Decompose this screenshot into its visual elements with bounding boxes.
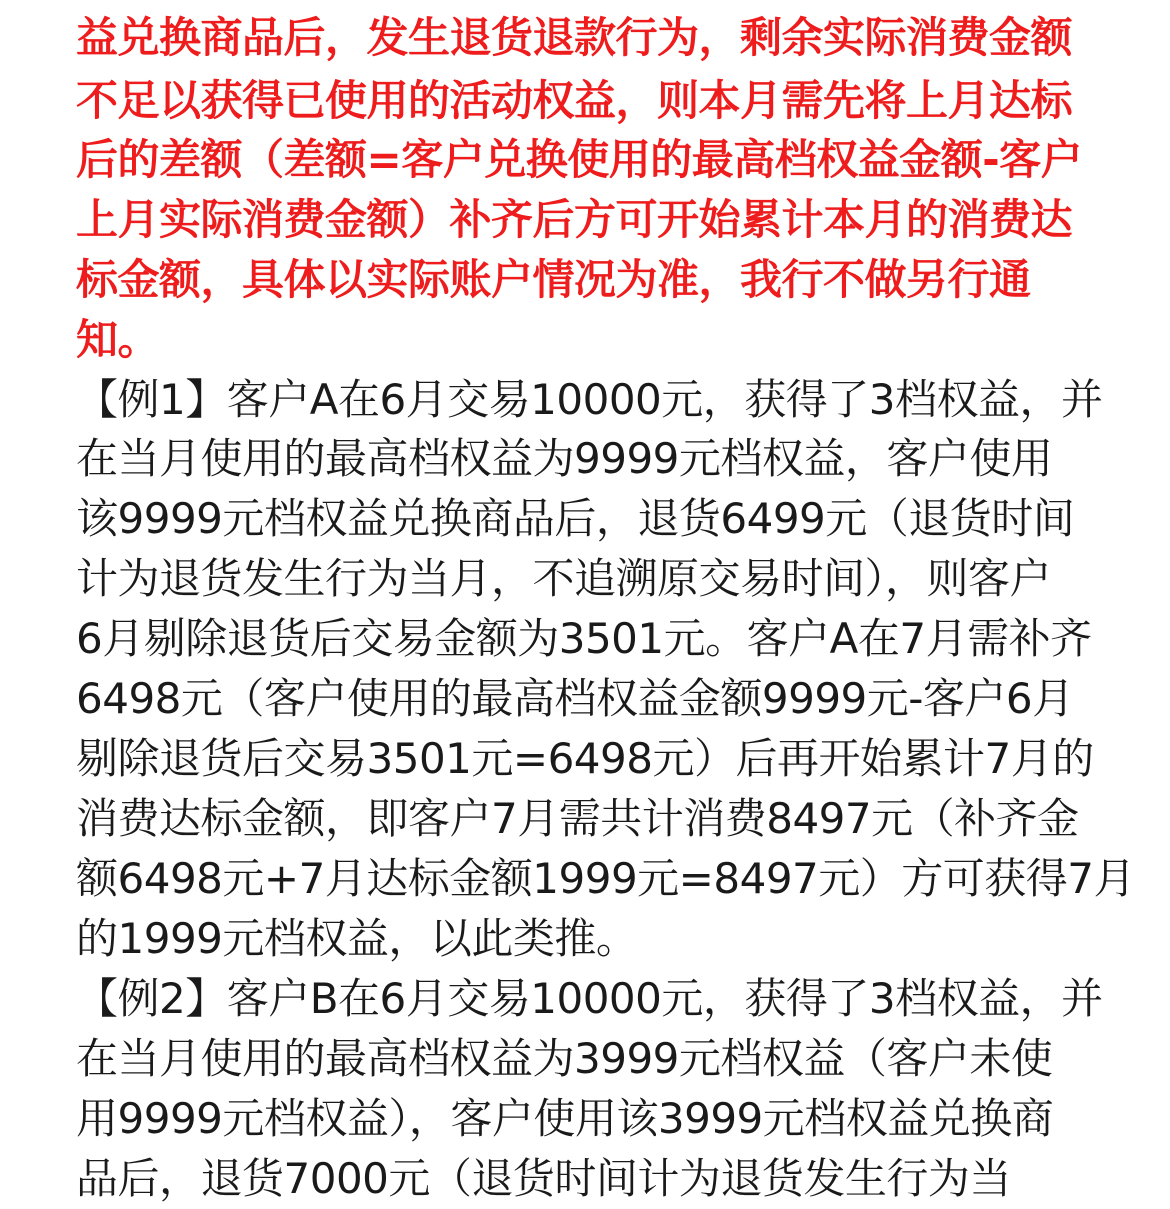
notice-line: 益兑换商品后，发生退货退款行为，剩余实际消费金额 (76, 13, 1073, 62)
notice-line: 标金额，具体以实际账户情况为准，我行不做另行通 (76, 255, 1031, 304)
example-line: 【例1】客户A在6月交易10000元，获得了3档权益，并 (76, 375, 1103, 424)
example-line: 在当月使用的最高档权益为3999元档权益（客户未使 (76, 1034, 1053, 1083)
example-line: 消费达标金额，即客户7月需共计消费8497元（补齐金 (76, 794, 1079, 843)
example-line: 剔除退货后交易3501元=6498元）后再开始累计7月的 (76, 734, 1094, 783)
example-line: 在当月使用的最高档权益为9999元档权益，客户使用 (76, 434, 1053, 483)
example-line: 用9999元档权益），客户使用该3999元档权益兑换商 (76, 1094, 1054, 1143)
example-line: 6月剔除退货后交易金额为3501元。客户A在7月需补齐 (76, 614, 1092, 663)
example-line: 6498元（客户使用的最高档权益金额9999元-客户6月 (76, 674, 1074, 723)
example-line: 该9999元档权益兑换商品后，退货6499元（退货时间 (76, 494, 1075, 543)
notice-line: 不足以获得已使用的活动权益，则本月需先将上月达标 (76, 76, 1073, 125)
notice-line: 后的差额（差额=客户兑换使用的最高档权益金额-客户 (76, 135, 1083, 184)
notice-line: 知。 (76, 315, 160, 364)
example-line: 额6498元+7月达标金额1999元=8497元）方可获得7月 (76, 854, 1135, 903)
example-line: 品后，退货7000元（退货时间计为退货发生行为当 (76, 1154, 1011, 1203)
example-line: 计为退货发生行为当月，不追溯原交易时间），则客户 (76, 554, 1052, 603)
notice-line: 上月实际消费金额）补齐后方可开始累计本月的消费达 (76, 195, 1073, 244)
example-line: 的1999元档权益，以此类推。 (76, 914, 638, 963)
example-line: 【例2】客户B在6月交易10000元，获得了3档权益，并 (76, 974, 1103, 1023)
